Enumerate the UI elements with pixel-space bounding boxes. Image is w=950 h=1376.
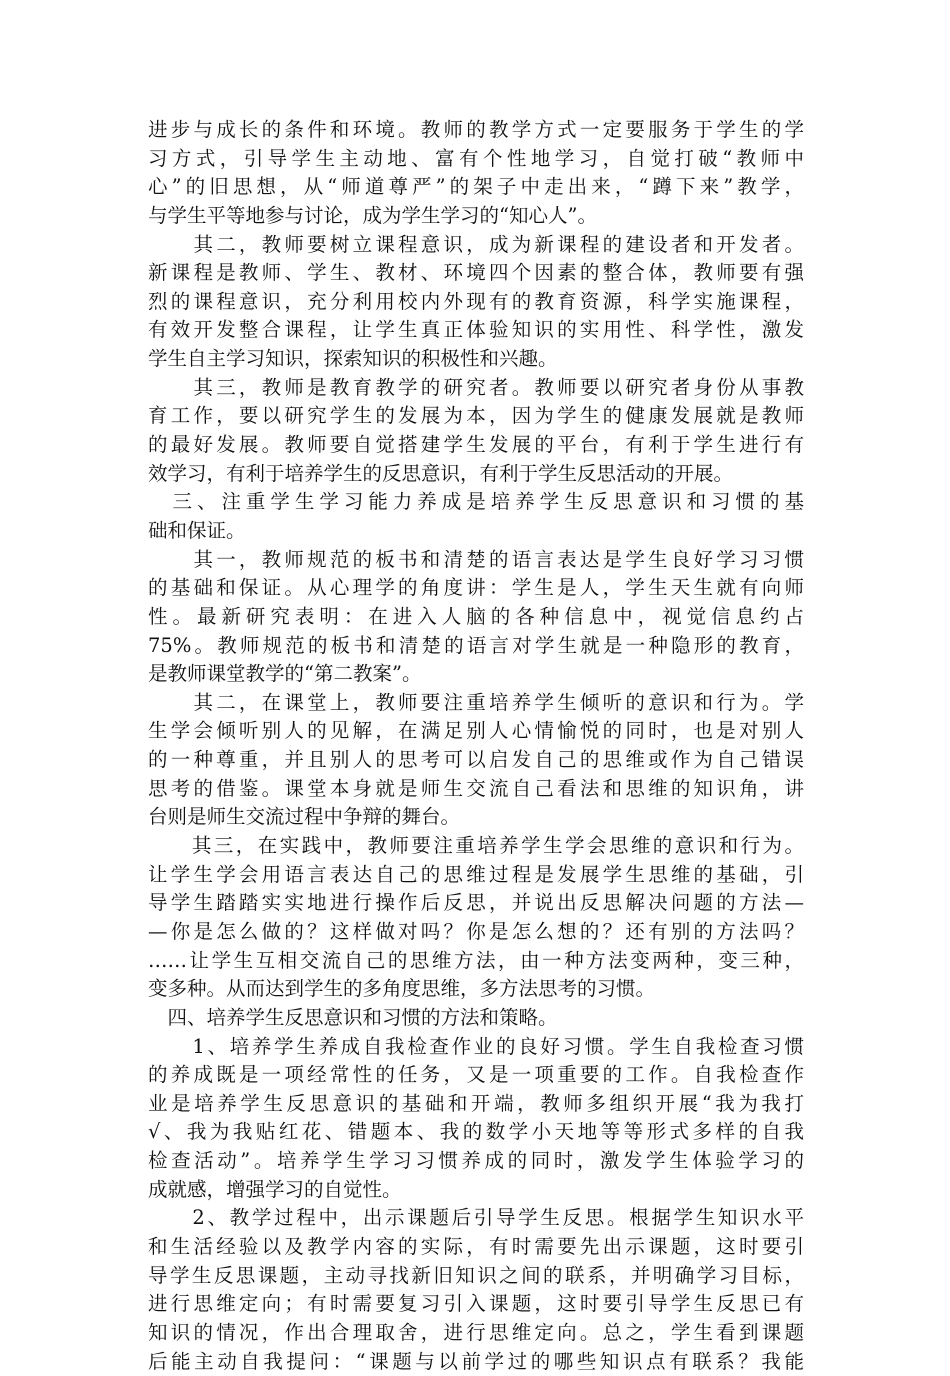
text-line: 学生自主学习知识，探索知识的积极性和兴趣。 xyxy=(148,347,558,371)
text-line: 是教师课堂教学的“第二教案”。 xyxy=(148,662,422,686)
text-line: 的最好发展。教师要自觉搭建学生发展的平台，有利于学生进行有 xyxy=(148,433,804,457)
body-text xyxy=(148,116,804,1376)
text-line: 的养成既是一项经常性的任务，又是一项重要的工作。自我检查作 xyxy=(148,1063,804,1087)
text-line: 习方式，引导学生主动地、富有个性地学习，自觉打破“教师中 xyxy=(148,146,804,170)
text-line: 效学习，有利于培养学生的反思意识，有利于学生反思活动的开展。 xyxy=(148,461,734,485)
text-line: 的一种尊重，并且别人的思考可以启发自己的思维或作为自己错误 xyxy=(148,748,804,772)
text-line: 业是培养学生反思意识的基础和开端，教师多组织开展“我为我打 xyxy=(148,1091,804,1115)
text-line: 2、教学过程中，出示课题后引导学生反思。根据学生知识水平 xyxy=(148,1206,804,1230)
text-line: 其一，教师规范的板书和清楚的语言表达是学生良好学习习惯 xyxy=(148,547,804,571)
text-line: ……让学生互相交流自己的思维方法，由一种方法变两种，变三种， xyxy=(148,948,804,972)
text-line: 进步与成长的条件和环境。教师的教学方式一定要服务于学生的学 xyxy=(148,118,804,141)
text-line: 1、培养学生养成自我检查作业的良好习惯。学生自我检查习惯 xyxy=(148,1034,804,1058)
text-line: 生学会倾听别人的见解，在满足别人心情愉悦的同时，也是对别人 xyxy=(148,719,804,743)
text-line: 让学生学会用语言表达自己的思维过程是发展学生思维的基础，引 xyxy=(148,862,804,886)
text-line: 心”的旧思想，从“师道尊严”的架子中走出来，“蹲下来”教学， xyxy=(148,175,804,199)
text-line: 导学生踏踏实实地进行操作后反思，并说出反思解决问题的方法— xyxy=(148,891,804,915)
text-line: 其二，在课堂上，教师要注重培养学生倾听的意识和行为。学 xyxy=(148,690,804,714)
text-line: 知识的情况，作出合理取舍，进行思维定向。总之，学生看到课题 xyxy=(148,1320,804,1344)
text-line: 其三，在实践中，教师要注重培养学生学会思维的意识和行为。 xyxy=(148,834,804,858)
text-line: 进行思维定向；有时需要复习引入课题，这时要引导学生反思已有 xyxy=(148,1292,804,1316)
text-line: 育工作，要以研究学生的发展为本，因为学生的健康发展就是教师 xyxy=(148,404,804,428)
text-line: 础和保证。 xyxy=(148,518,246,542)
text-line: 其三，教师是教育教学的研究者。教师要以研究者身份从事教 xyxy=(148,375,804,399)
text-line: 台则是师生交流过程中争辩的舞台。 xyxy=(148,805,461,829)
text-line: √、我为我贴红花、错题本、我的数学小天地等等形式多样的自我 xyxy=(148,1120,804,1144)
text-line: 的基础和保证。从心理学的角度讲：学生是人，学生天生就有向师 xyxy=(148,576,804,600)
text-line: —你是怎么做的？这样做对吗？你是怎么想的？还有别的方法吗？ xyxy=(148,919,804,943)
text-line: 变多种。从而达到学生的多角度思维，多方法思考的习惯。 xyxy=(148,977,656,1001)
text-line: 成就感，增强学习的自觉性。 xyxy=(148,1177,402,1201)
text-line: 75%。教师规范的板书和清楚的语言对学生就是一种隐形的教育， xyxy=(148,633,804,657)
text-line: 与学生平等地参与讨论，成为学生学习的“知心人”。 xyxy=(148,203,597,227)
text-line: 导学生反思课题，主动寻找新旧知识之间的联系，并明确学习目标， xyxy=(148,1263,804,1287)
text-line: 和生活经验以及教学内容的实际，有时需要先出示课题，这时要引 xyxy=(148,1234,804,1258)
text-line: 新课程是教师、学生、教材、环境四个因素的整合体，教师要有强 xyxy=(148,261,804,285)
text-line: 四、培养学生反思意识和习惯的方法和策略。 xyxy=(148,1005,558,1029)
text-line: 后能主动自我提问：“课题与以前学过的哪些知识点有联系？我能 xyxy=(148,1349,804,1373)
text-line: 性。最新研究表明：在进入人脑的各种信息中，视觉信息约占 xyxy=(148,604,804,628)
text-line: 三、注重学生学习能力养成是培养学生反思意识和习惯的基 xyxy=(148,490,804,514)
text-line: 思考的借鉴。课堂本身就是师生交流自己看法和思维的知识角，讲 xyxy=(148,776,804,800)
text-line: 烈的课程意识，充分利用校内外现有的教育资源，科学实施课程， xyxy=(148,289,804,313)
text-line: 有效开发整合课程，让学生真正体验知识的实用性、科学性，激发 xyxy=(148,318,804,342)
text-line: 其二，教师要树立课程意识，成为新课程的建设者和开发者。 xyxy=(148,232,804,256)
text-line: 检查活动”。培养学生学习习惯养成的同时，激发学生体验学习的 xyxy=(148,1149,804,1173)
